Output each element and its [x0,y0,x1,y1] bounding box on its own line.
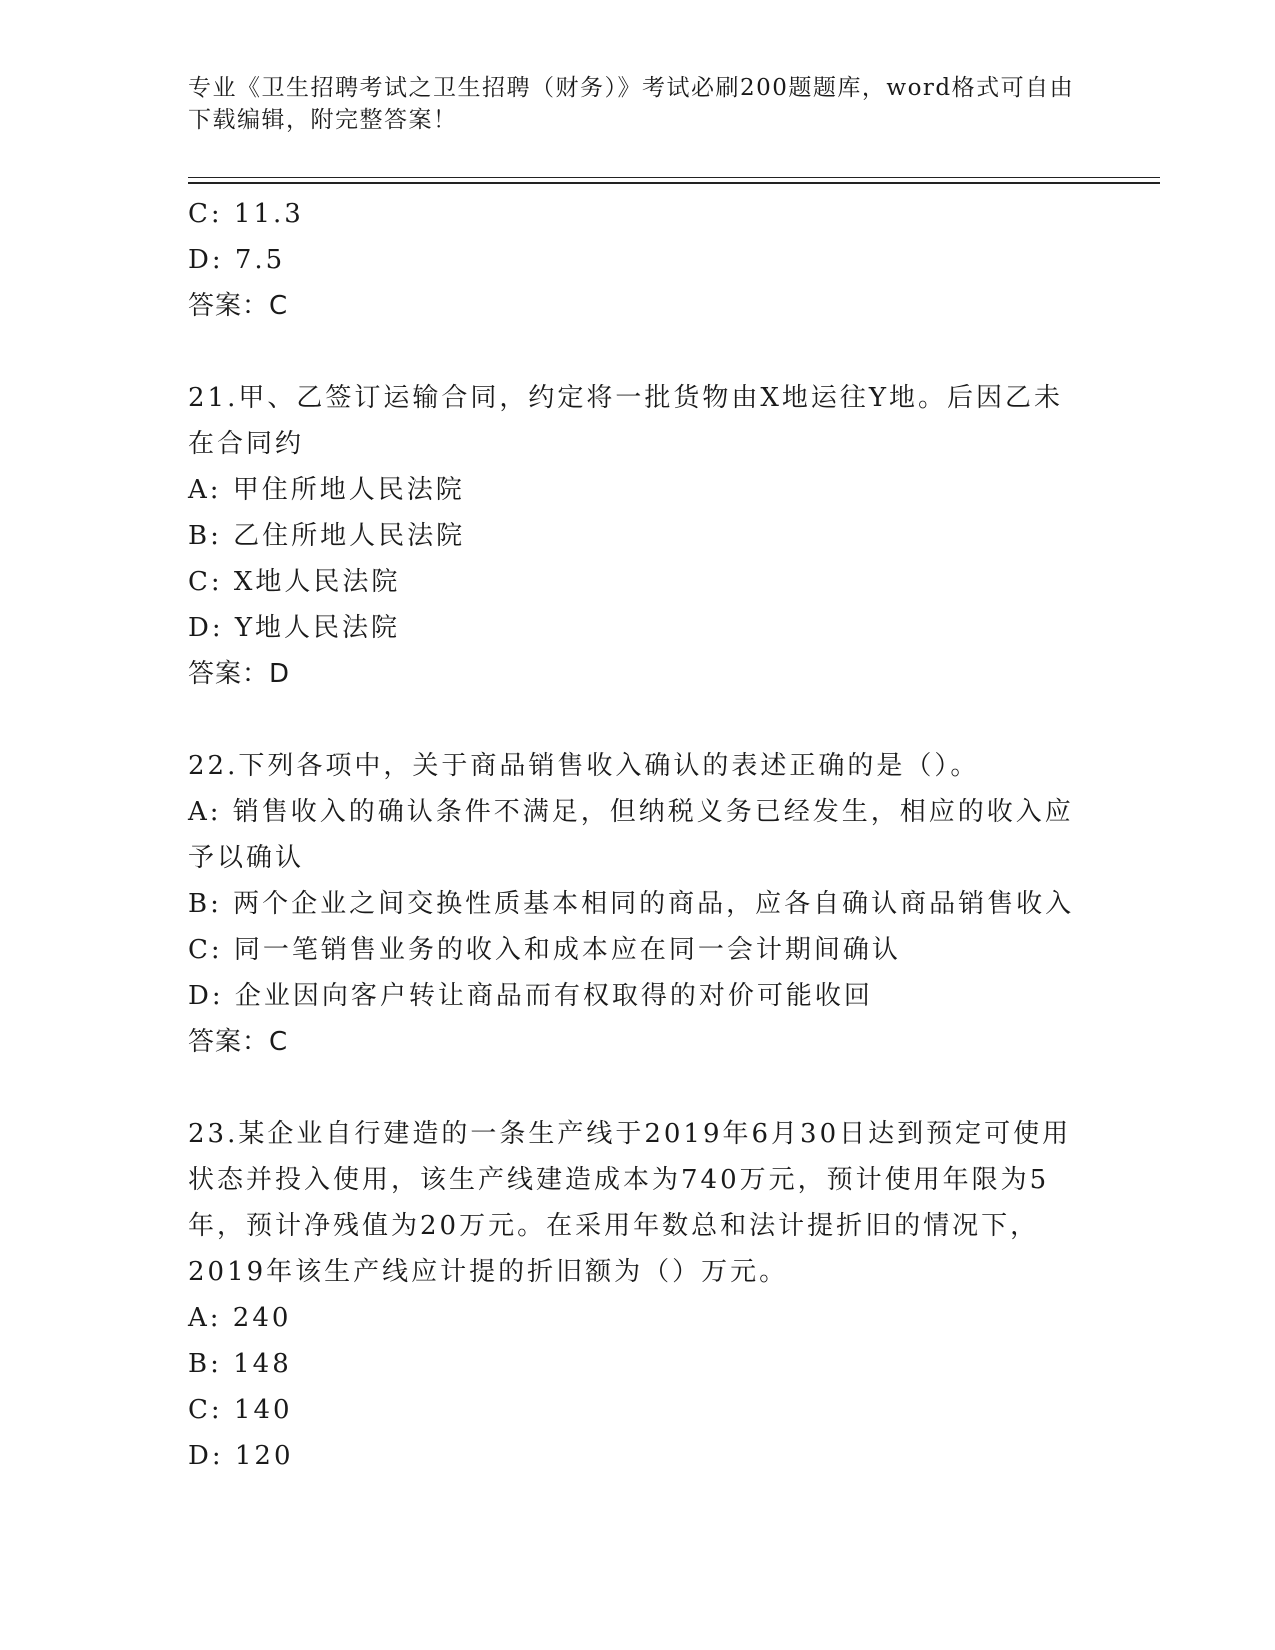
question-22 [188,743,1078,1065]
answer-line: 答案：C [188,1027,289,1057]
question-fragment [188,191,1078,329]
option-b: B: 148 [188,1349,292,1379]
header-divider-thick [188,182,1160,184]
option-c: C: 11.3 [188,199,304,229]
page-header: 专业《卫生招聘考试之卫生招聘（财务）》考试必刷200题题库，word格式可自由下载编辑，附完整答案！ [188,75,1075,133]
option-a: A: 240 [188,1303,292,1333]
header-divider [188,177,1160,178]
option-b: B: 乙住所地人民法院 [188,521,466,551]
answer-line: 答案：C [188,291,289,321]
question-21 [188,375,1078,697]
option-b: B: 两个企业之间交换性质基本相同的商品，应各自确认商品销售收入 [188,889,1075,919]
document-body [188,191,1078,1479]
question-stem: 21.甲、乙签订运输合同，约定将一批货物由X地运往Y地。后因乙未在合同约 [188,383,1064,459]
option-d: D: 7.5 [188,245,286,275]
option-c: C: 同一笔销售业务的收入和成本应在同一会计期间确认 [188,935,901,965]
option-a: A: 甲住所地人民法院 [188,475,465,505]
option-c: C: 140 [188,1395,293,1425]
question-stem: 23.某企业自行建造的一条生产线于2019年6月30日达到预定可使用状态并投入使用，该生产线建造成本为740万元，预计使用年限为5年，预计净残值为20万元。在采用年数总和法计提折旧的情况下，2019年该生产线应计提的折旧额为（）万元。 [188,1119,1072,1287]
option-a: A: 销售收入的确认条件不满足，但纳税义务已经发生，相应的收入应予以确认 [188,797,1074,873]
option-c: C: X地人民法院 [188,567,401,597]
option-d: D: 120 [188,1441,294,1471]
question-23 [188,1111,1078,1479]
answer-line: 答案：D [188,659,291,689]
option-d: D: 企业因向客户转让商品而有权取得的对价可能收回 [188,981,873,1011]
option-d: D: Y地人民法院 [188,613,401,643]
question-stem: 22.下列各项中，关于商品销售收入确认的表述正确的是（）。 [188,751,980,781]
